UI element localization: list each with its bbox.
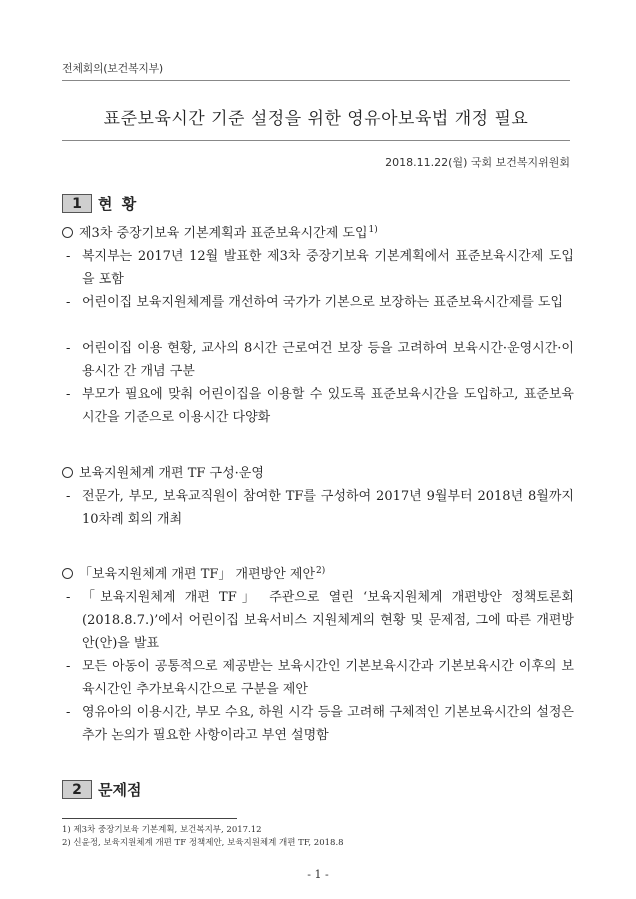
section-1-heading bbox=[62, 193, 138, 214]
page-number: - 1 - bbox=[307, 868, 329, 881]
list-item bbox=[66, 337, 574, 383]
footnote-ref: 1) bbox=[368, 224, 378, 235]
section-2-heading bbox=[62, 779, 141, 800]
list-item-text: 영유아의 이용시간, 부모 수요, 하원 시각 등을 고려해 구체적인 기본보육시간의 설정은 추가 논의가 필요한 사항이라고 부연 설명함 bbox=[82, 705, 574, 743]
footnote: 2) 신윤정, 보육지원체계 개편 TF 정책제안, 보육지원체계 개편 TF, 2018.8 bbox=[62, 838, 344, 848]
page-title: 표준보육시간 기준 설정을 위한 영유아보육법 개정 필요 bbox=[103, 109, 529, 129]
list-item bbox=[66, 291, 574, 314]
circle-bullet-icon bbox=[62, 467, 73, 478]
dash-bullet-icon: - bbox=[66, 387, 71, 402]
list-item-text: 모든 아동이 공통적으로 제공받는 보육시간인 기본보육시간과 기본보육시간 이후의 보육시간인 추가보육시간으로 구분을 제안 bbox=[82, 659, 574, 697]
dash-bullet-icon: - bbox=[66, 705, 71, 720]
circle-bullet-icon bbox=[62, 227, 73, 238]
footnote-ref: 2) bbox=[316, 565, 326, 576]
document-header-label: 전체회의(보건복지부) bbox=[62, 62, 163, 75]
bullet-heading-text: 보육지원체계 개편 TF 구성·운영 bbox=[79, 466, 264, 481]
list-item bbox=[66, 245, 574, 291]
section-number-box: 1 bbox=[62, 194, 92, 213]
bullet-heading-text: 「보육지원체계 개편 TF」 개편방안 제안 bbox=[79, 567, 316, 582]
dash-bullet-icon: - bbox=[66, 659, 71, 674]
dash-bullet-icon: - bbox=[66, 590, 71, 605]
footnote-divider bbox=[62, 818, 237, 819]
bullet-heading bbox=[62, 462, 264, 481]
bullet-heading-text: 제3차 중장기보육 기본계획과 표준보육시간제 도입 bbox=[79, 226, 368, 241]
list-item bbox=[66, 383, 574, 429]
section-title: 현 황 bbox=[98, 195, 139, 213]
section-number-box: 2 bbox=[62, 780, 92, 799]
list-item bbox=[66, 655, 574, 701]
date-line: 2018.11.22(월) 국회 보건복지위원회 bbox=[385, 156, 570, 169]
dash-bullet-icon: - bbox=[66, 249, 71, 264]
bullet-heading bbox=[62, 222, 378, 241]
dash-bullet-icon: - bbox=[66, 489, 71, 504]
header-divider bbox=[62, 80, 570, 81]
list-item-text: 어린이집 보육지원체계를 개선하여 국가가 기본으로 보장하는 표준보육시간제를 도입 bbox=[82, 295, 564, 310]
footnote: 1) 제3차 중장기보육 기본계획, 보건복지부, 2017.12 bbox=[62, 825, 262, 835]
list-item-text: 부모가 필요에 맞춰 어린이집을 이용할 수 있도록 표준보육시간을 도입하고, 표준보육시간을 기준으로 이용시간 다양화 bbox=[82, 387, 574, 425]
bullet-heading bbox=[62, 563, 325, 582]
circle-bullet-icon bbox=[62, 568, 73, 579]
list-item-text: 복지부는 2017년 12월 발표한 제3차 중장기보육 기본계획에서 표준보육시간제 도입을 포함 bbox=[82, 249, 574, 287]
section-title: 문제점 bbox=[98, 781, 142, 799]
list-item bbox=[66, 586, 574, 655]
list-item-text: 「보육지원체계 개편 TF」 주관으로 열린 ‘보육지원체계 개편방안 정책토론회(2018.8.7.)’에서 어린이집 보육서비스 지원체계의 현황 및 문제점, 그에 따른 개편방안(안)을 발표 bbox=[82, 590, 574, 651]
list-item-text: 전문가, 부모, 보육교직원이 참여한 TF를 구성하여 2017년 9월부터 2018년 8월까지 10차례 회의 개최 bbox=[82, 489, 574, 527]
list-item-text: 어린이집 이용 현황, 교사의 8시간 근로여건 보장 등을 고려하여 보육시간·운영시간·이용시간 간 개념 구분 bbox=[82, 341, 574, 379]
title-divider bbox=[62, 140, 570, 141]
dash-bullet-icon: - bbox=[66, 341, 71, 356]
dash-bullet-icon: - bbox=[66, 295, 71, 310]
list-item bbox=[66, 701, 574, 747]
list-item bbox=[66, 485, 574, 531]
